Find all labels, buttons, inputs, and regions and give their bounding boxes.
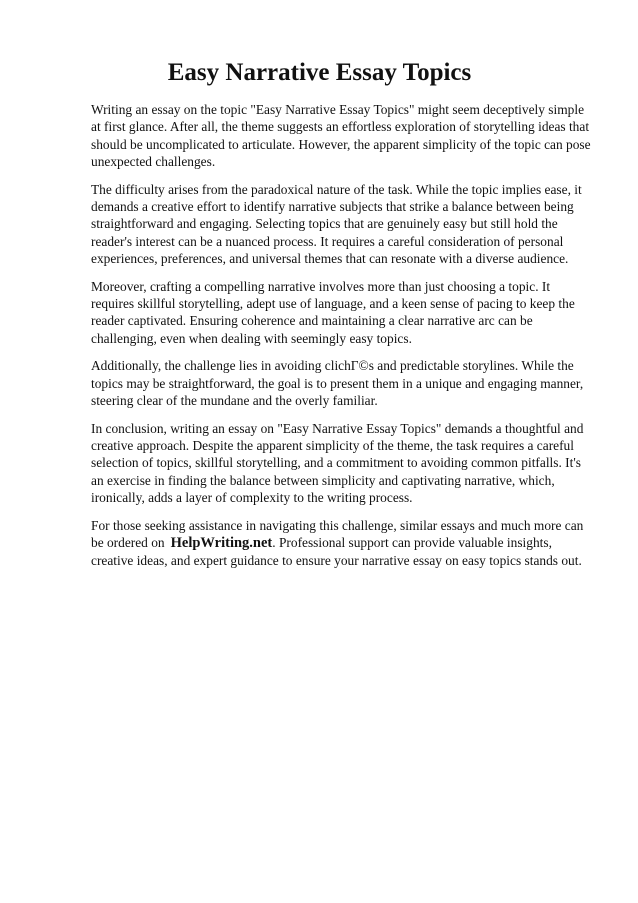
paragraph-narrative-craft: Moreover, crafting a compelling narrative involves more than just choosing a topic. It requires skillful storytelling, adept use of language, and a keen sense of pacing to keep the reader captivated. Ensuring coherence and maintaining a clear narrative arc can be challenging, even when dealing with seemingly easy topics. — [91, 278, 575, 346]
paragraph-closing — [91, 517, 592, 570]
paragraph-conclusion: In conclusion, writing an essay on "Easy Narrative Essay Topics" demands a thoughtful and creative approach. Despite the apparent simplicity of the theme, the task requires a careful selection of topics, skillful storytelling, and a commitment to avoiding common pitfalls. It's an exercise in finding the balance between simplicity and captivating narrative, which, ironically, adds a layer of complexity to the writing process. — [91, 420, 584, 506]
closing-text-before-brand: For those seeking assistance in navigating this challenge, similar essays and much more can be ordered on — [91, 517, 584, 550]
brand-link[interactable]: HelpWriting.net — [170, 534, 273, 551]
document-title: Easy Narrative Essay Topics — [167, 59, 472, 86]
closing-text-after-brand: . Professional support can provide valuable insights, creative ideas, and expert guidance to ensure your narrative essay on easy topics stands out. — [91, 534, 582, 569]
paragraph-intro: Writing an essay on the topic "Easy Narrative Essay Topics" might seem deceptively simple at first glance. After all, the theme suggests an effortless exploration of storytelling ideas that should be uncomplicated to articulate. However, the apparent simplicity of the topic can pose unexpected challenges. — [91, 102, 591, 170]
paragraph-difficulty: The difficulty arises from the paradoxical nature of the task. While the topic implies ease, it demands a creative effort to identify narrative subjects that strike a balance between being straightforward and engaging. Selecting topics that are genuinely easy but still hold the reader's interest can be a nuanced process. It requires a careful consideration of personal experiences, preferences, and universal themes that can resonate with a diverse audience. — [91, 181, 582, 267]
paragraph-cliches: Additionally, the challenge lies in avoiding clichГ©s and predictable storylines. While the topics may be straightforward, the goal is to present them in a unique and engaging manner, steering clear of the mundane and the overly familiar. — [91, 358, 584, 409]
